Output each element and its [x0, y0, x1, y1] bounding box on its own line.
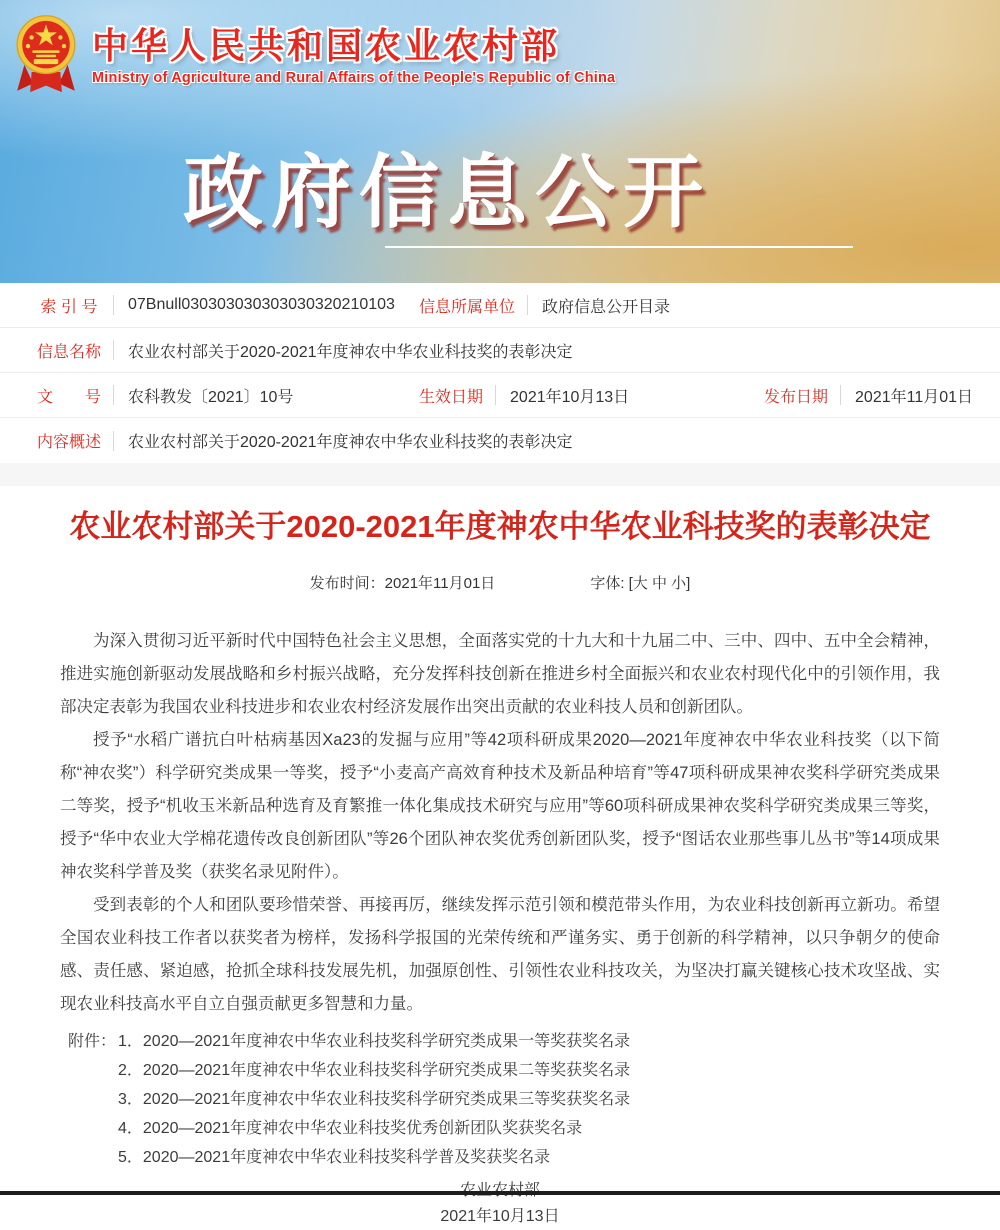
effective-date-value: 2021年10月13日: [510, 388, 630, 406]
article: [0, 506, 1000, 1230]
signature-block: [60, 1178, 940, 1230]
attachment-row: [60, 1085, 940, 1114]
article-paragraphs: [60, 625, 940, 1021]
paragraph-1: 为深入贯彻习近平新时代中国特色社会主义思想，全面落实党的十九大和十九届二中、三中、四中、五中全会精神，推进实施创新驱动发展战略和乡村振兴战略，充分发挥科技创新在推进乡村全面振兴和农业农村现代化中的引领作用，我部决定表彰为我国农业科技进步和农业农村经济发展作出突出贡献的农业科技人员和创新团队。: [60, 632, 940, 716]
ministry-name-en: Ministry of Agriculture and Rural Affairs of the People's Republic of China: [92, 70, 616, 86]
attachment-item-3[interactable]: 3．2020—2021年度神农中华农业科技奖科学研究类成果三等奖获奖名录: [118, 1091, 631, 1108]
doc-number-label: 文 号: [36, 388, 101, 406]
meta-row-name: [0, 328, 1000, 373]
index-value: 07Bnull030303030303030320210103: [128, 296, 395, 313]
attachment-item-4[interactable]: 4．2020—2021年度神农中华农业科技奖优秀创新团队奖获奖名录: [118, 1120, 583, 1137]
name-label: 信息名称: [36, 343, 101, 361]
banner-divider: [385, 246, 853, 248]
page-bottom-border: [0, 1191, 1000, 1195]
font-label: 字体:: [590, 575, 625, 592]
signature-date: 2021年10月13日: [440, 1208, 560, 1225]
attachment-item-1[interactable]: 1．2020—2021年度神农中华农业科技奖科学研究类成果一等奖获奖名录: [118, 1033, 631, 1050]
attachment-row: [60, 1143, 940, 1172]
article-meta-line: [60, 572, 940, 593]
article-title: 农业农村部关于2020-2021年度神农中华农业科技奖的表彰决定: [69, 509, 931, 544]
publish-time-label: 发布时间：: [309, 575, 385, 592]
attachment-list: [60, 1027, 940, 1172]
ministry-name-cn: 中华人民共和国农业农村部: [92, 25, 561, 66]
font-size-controls[interactable]: [大 中 小]: [628, 575, 691, 592]
attachment-row: [60, 1114, 940, 1143]
meta-row-docnum: [0, 373, 1000, 418]
index-label: 索 引 号: [40, 298, 98, 316]
unit-value: 政府信息公开目录: [542, 298, 671, 316]
paragraph-3: 受到表彰的个人和团队要珍惜荣誉、再接再厉，继续发挥示范引领和模范带头作用，为农业科技创新再立新功。希望全国农业科技工作者以获奖者为榜样，发扬科学报国的光荣传统和严谨务实、勇于创新的科学精神，以只争朝夕的使命感、责任感、紧迫感，抢抓全球科技发展先机，加强原创性、引领性农业科技攻关，为坚决打赢关键核心技术攻坚战、实现农业科技高水平自立自强贡献更多智慧和力量。: [60, 896, 940, 1013]
header-banner: [0, 0, 1000, 283]
attachment-row: [60, 1027, 940, 1056]
attachments-label: 附件：: [68, 1033, 117, 1050]
paragraph-2: 授予“水稻广谱抗白叶枯病基因Xa23的发掘与应用”等42项科研成果2020—2021年度神农中华农业科技奖（以下简称“神农奖”）科学研究类成果一等奖，授予“小麦高产高效育种技术及新品种培育”等47项科研成果神农奖科学研究类成果二等奖，授予“机收玉米新品种选育及育繁推一体化集成技术研究与应用”等60项科研成果神农奖科学研究类成果三等奖，授予“华中农业大学棉花遗传改良创新团队”等26个团队神农奖优秀创新团队奖，授予“图话农业那些事儿丛书”等14项成果神农奖科学普及奖（获奖名录见附件）。: [60, 731, 940, 881]
publish-date-value: 2021年11月01日: [855, 388, 974, 406]
summary-value: 农业农村部关于2020-2021年度神农中华农业科技奖的表彰决定: [128, 434, 573, 451]
national-emblem-icon: [10, 10, 82, 103]
publish-time: [310, 572, 496, 593]
publish-date-label: 发布日期: [764, 388, 829, 406]
summary-label: 内容概述: [36, 434, 101, 451]
name-value: 农业农村部关于2020-2021年度神农中华农业科技奖的表彰决定: [128, 343, 573, 361]
section-separator: [0, 463, 1000, 486]
attachment-row: [60, 1056, 940, 1085]
meta-table: [0, 283, 1000, 463]
meta-row-index: [0, 283, 1000, 328]
meta-row-summary: [0, 418, 1000, 463]
publish-time-value: 2021年11月01日: [384, 575, 496, 592]
effective-date-label: 生效日期: [419, 388, 484, 406]
doc-number-value: 农科教发〔2021〕10号: [128, 388, 294, 406]
attachment-item-2[interactable]: 2．2020—2021年度神农中华农业科技奖科学研究类成果二等奖获奖名录: [118, 1062, 631, 1079]
unit-label: 信息所属单位: [419, 298, 516, 316]
font-size-switcher: [590, 572, 690, 593]
banner-title: 政府信息公开: [183, 148, 711, 237]
attachment-item-5[interactable]: 5．2020—2021年度神农中华农业科技奖科学普及奖获奖名录: [118, 1149, 551, 1166]
